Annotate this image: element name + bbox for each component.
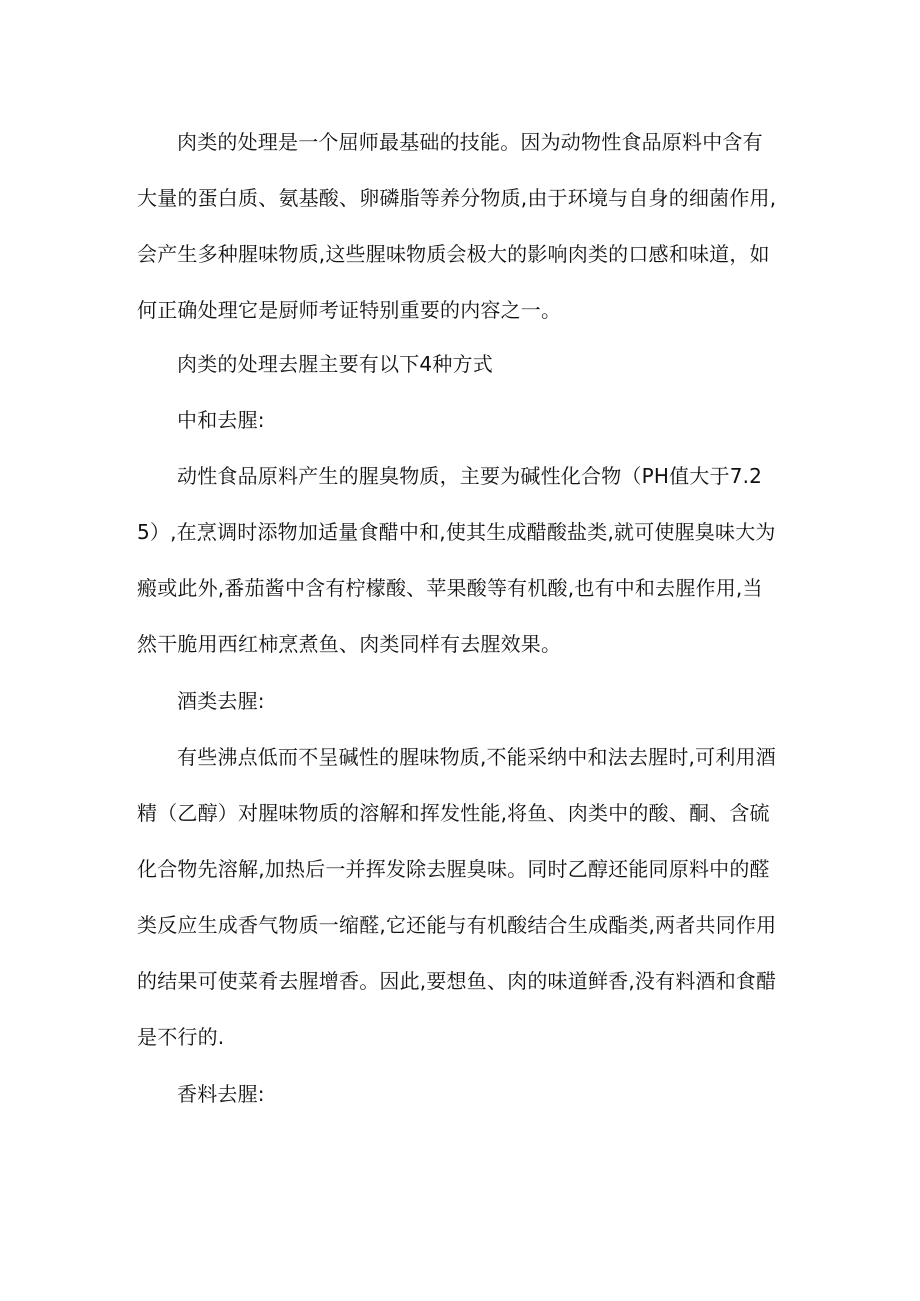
section-heading-alcohol: 酒类去腥:	[177, 689, 265, 713]
intro-paragraph: 肉类的处理是一个屈师最基础的技能。因为动物性食品原料中含有大量的蛋白质、氨基酸、卵磷脂等养分物质,由于环境与自身的细菌作用,会产生多种腥味物质,这些腥味物质会极大的影响肉类的口感和味道，如何正确处理它是厨师考证特别重要的内容之一。	[137, 130, 777, 322]
methods-overview-line: 肉类的处理去腥主要有以下4种方式	[177, 352, 493, 376]
section-heading-spices: 香料去腥:	[177, 1082, 265, 1106]
alcohol-paragraph: 有些沸点低而不呈碱性的腥味物质,不能采纳中和法去腥时,可利用酒精（乙醇）对腥味物质的溶解和挥发性能,将鱼、肉类中的酸、酮、含硫化合物先溶解,加热后一并挥发除去腥臭味。同时乙醇还能同原料中的醛类反应生成香气物质一缩醛,它还能与有机酸结合生成酯类,两者共同作用的结果可使菜肴去腥增香。因此,要想鱼、肉的味道鲜香,没有料酒和食醋是不行的.	[137, 745, 777, 1049]
section-heading-neutralization: 中和去腥:	[177, 408, 265, 432]
neutralization-paragraph: 动性食品原料产生的腥臭物质，主要为碱性化合物（PH值大于7.25）,在烹调时添物加适量食醋中和,使其生成醋酸盐类,就可使腥臭味大为瘢或此外,番茄酱中含有柠檬酸、苹果酸等有机酸,也有中和去腥作用,当然干脆用西红柿烹煮鱼、肉类同样有去腥效果。	[137, 464, 776, 656]
